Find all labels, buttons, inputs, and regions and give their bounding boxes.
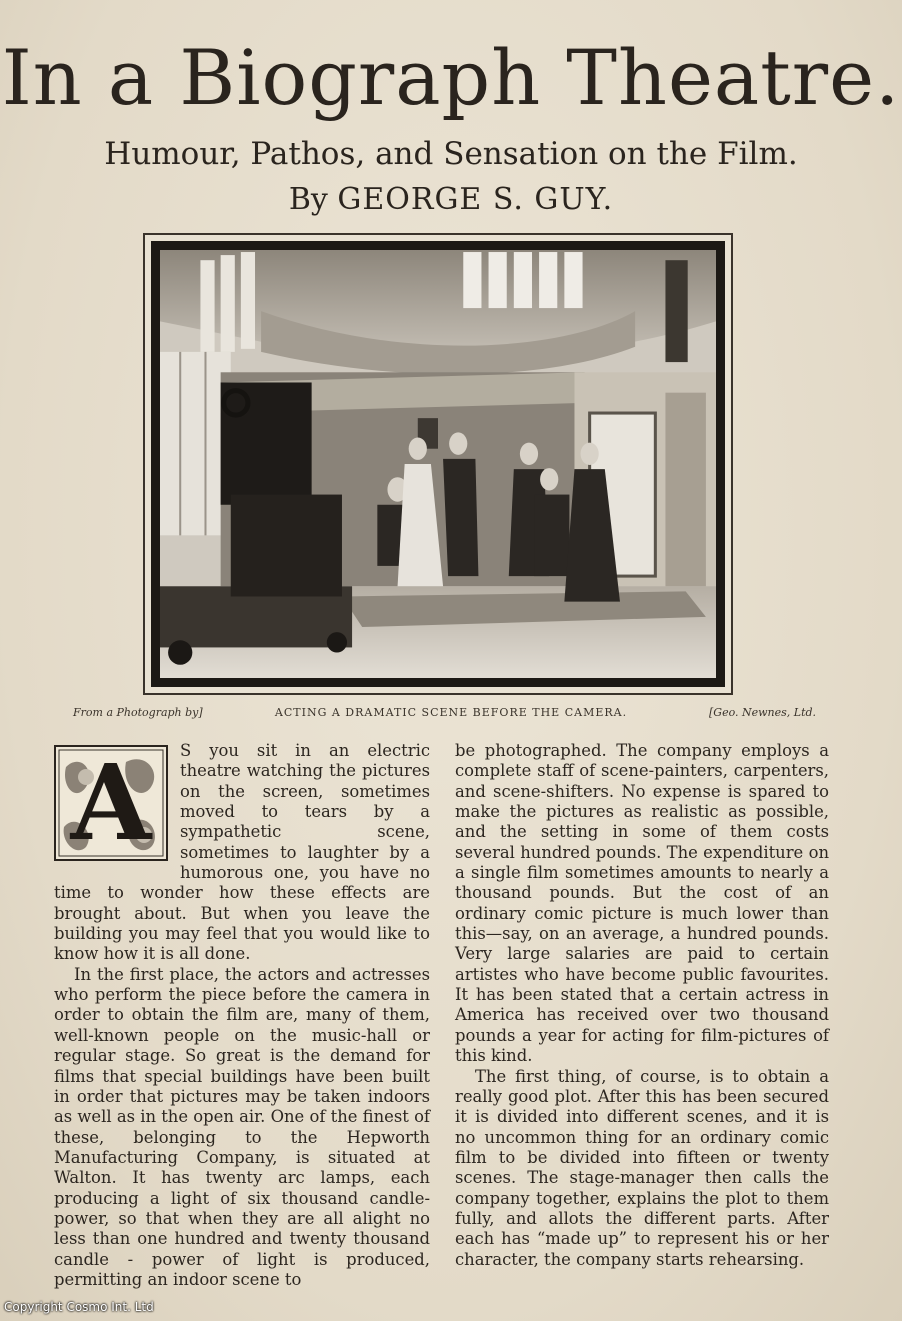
byline-author: GEORGE S. GUY. [337, 182, 614, 217]
photo-credit-left: From a Photograph by] [73, 706, 203, 719]
article-subtitle: Humour, Pathos, and Sensation on the Film. [104, 136, 798, 172]
paragraph: In the first place, the actors and actresses who perform the piece before the camera in order to obtain the film are, many of them, well-known people on the music-hall or regular stage. So great is the demand for films that special buildings have been built in order that pictures may be taken indoors as well as in the open air. One of the finest of these, belonging to the Hepworth Manufacturing Company, is situated at Walton. It has twenty arc lamps, each producing a light of six thousand candle-power, so that when they are all alight no less than one hundred and twenty thousand candle - power of light is produced, permitting an indoor scene to [54, 964, 430, 1289]
byline-prefix: By [288, 182, 328, 217]
photo-caption: ACTING A DRAMATIC SCENE BEFORE THE CAMERA. [274, 706, 628, 719]
photograph-frame [143, 233, 733, 695]
paragraph: S you sit in an electric theatre watching the pictures on the screen, sometimes moved to tears by a sympathetic scene, sometimes to laughter by a humorous one, you have no time to wonder how these effects are brought about. But when you leave the building you may feel that you would like to know how it is all done. [54, 741, 430, 964]
drop-cap-letter: A [70, 741, 152, 864]
paragraph: be photographed. The company employs a complete staff of scene-painters, carpenters, and scene-shifters. No expense is spared to make the pictures as realistic as possible, and the setting in some of them costs several hundred pounds. The expenditure on a single film sometimes amounts to nearly a thousand pounds. But the cost of an ordinary comic picture is much lower than this—say, on an average, a hundred pounds. Very large salaries are paid to certain artistes who have become public favourites. It has been stated that a certain actress in America has received over two thousand pounds a year for acting for film-pictures of this kind. [455, 741, 829, 1066]
text-column-left [54, 741, 430, 1290]
article-title: In a Biograph Theatre. [1, 33, 901, 122]
text-column-right [455, 741, 829, 1270]
paragraph: The first thing, of course, is to obtain a really good plot. After this has been secured it is divided into different scenes, and it is no uncommon thing for an ordinary comic film to be divided into fifteen or twenty scenes. The stage-manager then calls the company together, explains the plot to them fully, and allots the different parts. After each has “made up” to represent his or her character, the company starts rehearsing. [455, 1066, 829, 1269]
copyright-watermark: Copyright Cosmo Int. Ltd [4, 1300, 154, 1314]
photograph [151, 241, 725, 687]
byline [0, 182, 902, 217]
decorative-drop-cap [54, 741, 168, 864]
studio-scene-illustration [160, 250, 716, 678]
photo-credit-right: [Geo. Newnes, Ltd. [709, 706, 817, 719]
